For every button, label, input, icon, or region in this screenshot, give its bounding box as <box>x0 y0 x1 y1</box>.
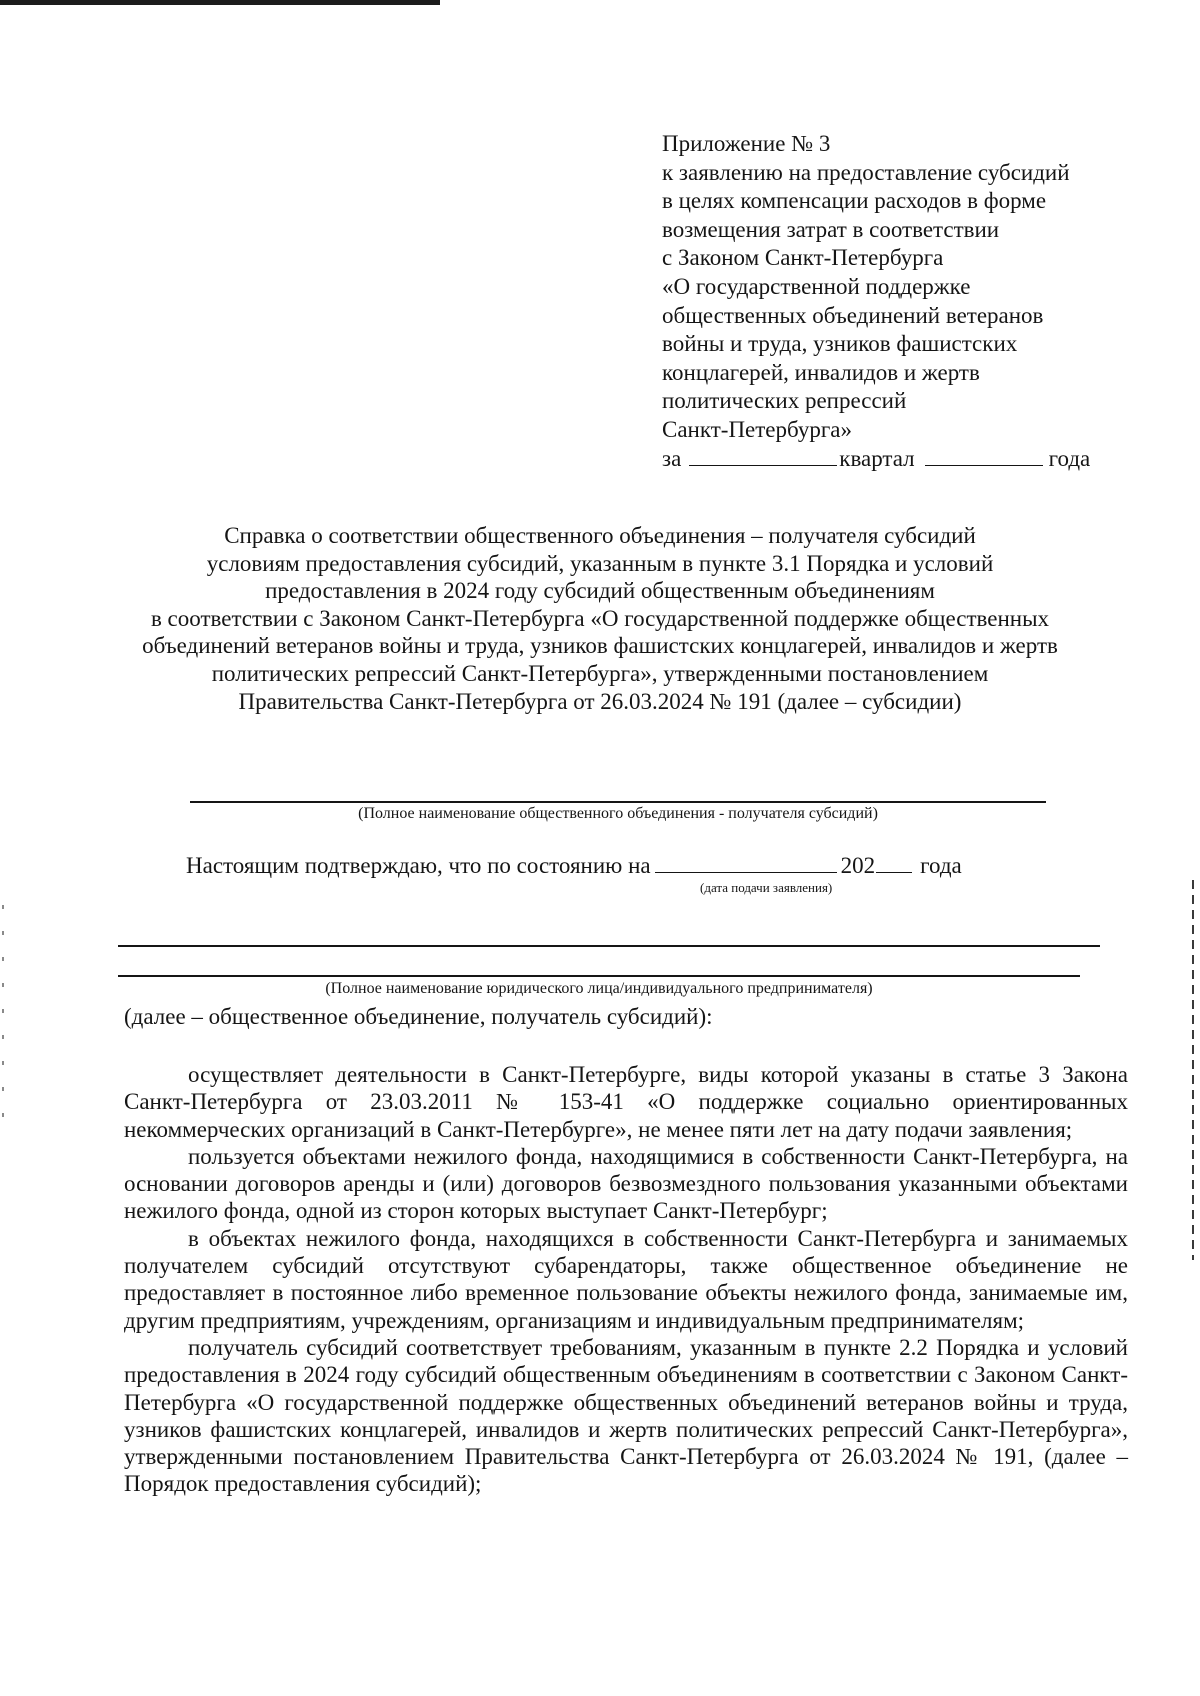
legal-entity-caption: (Полное наименование юридического лица/индивидуального предпринимателя) <box>325 980 873 997</box>
title-line: объединений ветеранов войны и труда, узников фашистских концлагерей, инвалидов и жертв <box>142 633 1058 659</box>
title-line: условиям предоставления субсидий, указанным в пункте 3.1 Порядка и условий <box>206 550 994 576</box>
scan-artifact-left-edge <box>2 905 4 1135</box>
appendix-line: с Законом Санкт-Петербурга <box>662 245 944 271</box>
date-blank-field[interactable] <box>655 852 837 873</box>
legal-entity-field-line-2[interactable] <box>118 975 1080 977</box>
quarter-blank-field[interactable] <box>689 446 837 466</box>
intro-text: (далее – общественное объединение, получатель субсидий): <box>124 1004 713 1029</box>
appendix-line: к заявлению на предоставление субсидий <box>662 159 1070 185</box>
appendix-line: в целях компенсации расходов в форме <box>662 188 1047 214</box>
org-name-caption: (Полное наименование общественного объединения - получателя субсидий) <box>358 805 878 822</box>
confirm-prefix: Настоящим подтверждаю, что по состоянию на <box>186 853 651 878</box>
title-line: политических репрессий Санкт-Петербурга», утвержденными постановлением <box>211 660 989 686</box>
title-line: предоставления в 2024 году субсидий общественным объединениям <box>265 578 935 604</box>
condition-paragraph: получатель субсидий соответствует требованиям, указанным в пункте 2.2 Порядка и условий предоставления в 2024 году субсидий общественным объединениям в соответствии с Законом Санкт-Петербурга «О государственной поддержке общественных объединений ветеранов войны и труда, узников фашистских концлагерей, инвалидов и жертв политических репрессий Санкт-Петербурга», утвержденными постановлением Правительства Санкт-Петербурга от 26.03.2024 № 191, (далее – Порядок предоставления субсидий); <box>124 1334 1128 1497</box>
certificate-title <box>100 522 1100 715</box>
appendix-line: концлагерей, инвалидов и жертв <box>662 359 980 385</box>
condition-paragraph: осуществляет деятельности в Санкт-Петербурге, виды которой указаны в статье 3 Закона Санкт-Петербурга от 23.03.2011 № 153-41 «О поддержке социально ориентированных некоммерческих организаций в Санкт-Петербурге», не менее пяти лет на дату подачи заявления; <box>124 1062 1128 1142</box>
legal-entity-field-line-1[interactable] <box>118 945 1100 947</box>
year-blank-field[interactable] <box>925 446 1043 466</box>
title-line: в соответствии с Законом Санкт-Петербурга «О государственной поддержке общественных <box>150 605 1050 631</box>
conditions-list <box>124 1033 1128 1498</box>
scan-artifact-right-edge <box>1192 880 1194 1260</box>
period-prefix: за <box>662 445 682 471</box>
scan-artifact-top <box>0 0 440 5</box>
period-line <box>662 445 1122 474</box>
appendix-header <box>662 130 1122 473</box>
appendix-line: политических репрессий <box>662 388 907 414</box>
quarter-word: квартал <box>839 445 915 471</box>
condition-paragraph: в объектах нежилого фонда, находящихся в собственности Санкт-Петербурга и занимаемых получателем субсидий отсутствуют субарендаторы, также общественное объединение не предоставляет в постоянное либо временное пользование объекты нежилого фонда, занимаемые им, другим предприятиям, учреждениям, организациям и индивидуальным предпринимателям; <box>124 1225 1128 1333</box>
condition-paragraph: пользуется объектами нежилого фонда, находящимися в собственности Санкт-Петербурга, на основании договоров аренды и (или) договоров безвозмездного пользования указанными объектами нежилого фонда, одной из сторон которых выступает Санкт-Петербург; <box>124 1143 1128 1224</box>
appendix-line: «О государственной поддержке <box>662 273 971 299</box>
appendix-line: возмещения затрат в соответствии <box>662 216 1000 242</box>
appendix-line: общественных объединений ветеранов <box>662 302 1044 328</box>
date-caption: (дата подачи заявления) <box>700 880 833 895</box>
appendix-line: Приложение № 3 <box>662 131 831 156</box>
confirm-year-word: года <box>920 853 962 878</box>
confirm-line <box>186 852 962 879</box>
period-year-word: года <box>1048 445 1091 471</box>
title-line: Правительства Санкт-Петербурга от 26.03.2024 № 191 (далее – субсидии) <box>238 688 962 714</box>
confirm-year-prefix: 202 <box>840 853 876 878</box>
title-line: Справка о соответствии общественного объединения – получателя субсидий <box>224 523 976 548</box>
year-digit-blank-field[interactable] <box>876 852 912 873</box>
org-name-field[interactable] <box>190 801 1046 803</box>
appendix-line: Санкт-Петербурга» <box>662 416 852 442</box>
appendix-line: войны и труда, узников фашистских <box>662 331 1018 357</box>
